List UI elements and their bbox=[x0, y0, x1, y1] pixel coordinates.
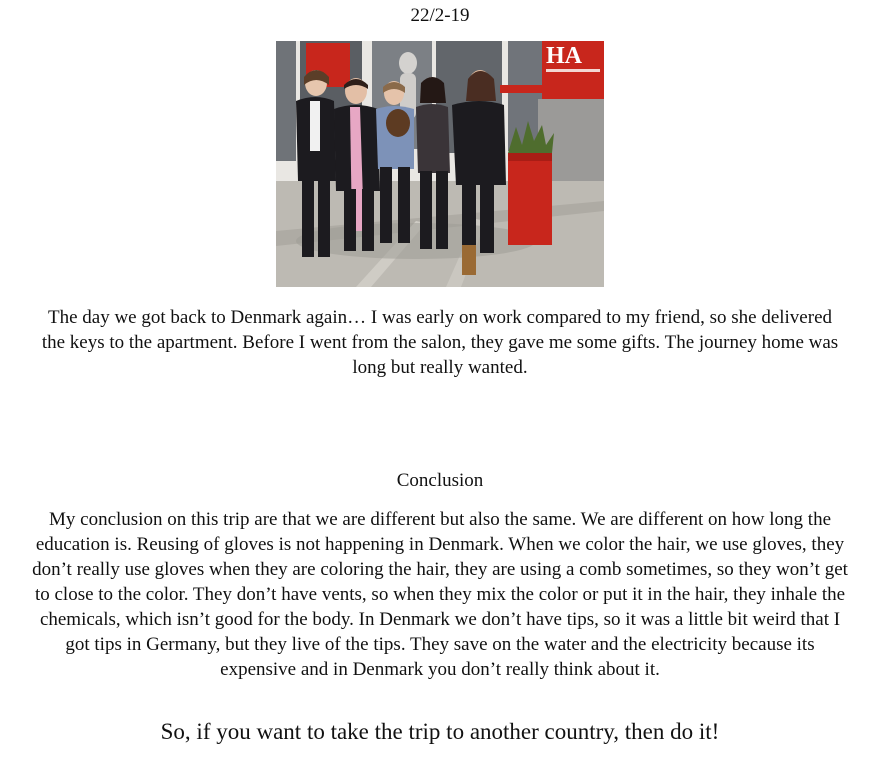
closing-statement: So, if you want to take the trip to another country, then do it! bbox=[160, 719, 720, 744]
salon-sign-text: HA bbox=[546, 43, 582, 69]
group-photo-image bbox=[276, 41, 604, 287]
entry-date: 22/2-19 bbox=[410, 5, 470, 26]
conclusion-paragraph: My conclusion on this trip are that we are different but also the same. We are different on how long the education is. Reusing of gloves is not happening in Denmark. When we color the hair, we use gloves, they don’t really use gloves when they are coloring the hair, they are using a comb sometimes, so they won’t get to close to the color. They don’t have vents, so when they mix the color or put it in the hair, they inhale the chemicals, which isn’t good for the body. In Denmark we don’t have tips, so it was a little bit weird that I got tips in Germany, but they live of the tips. They save on the water and the electricity because its expensive and in Denmark you don’t really think about it. bbox=[32, 509, 848, 680]
conclusion-heading: Conclusion bbox=[396, 470, 484, 491]
entry-paragraph: The day we got back to Denmark again… I was early on work compared to my friend, so she delivered the keys to the apartment. Before I went from the salon, they gave me some gifts. The journey home was long but really wanted. bbox=[41, 307, 839, 378]
